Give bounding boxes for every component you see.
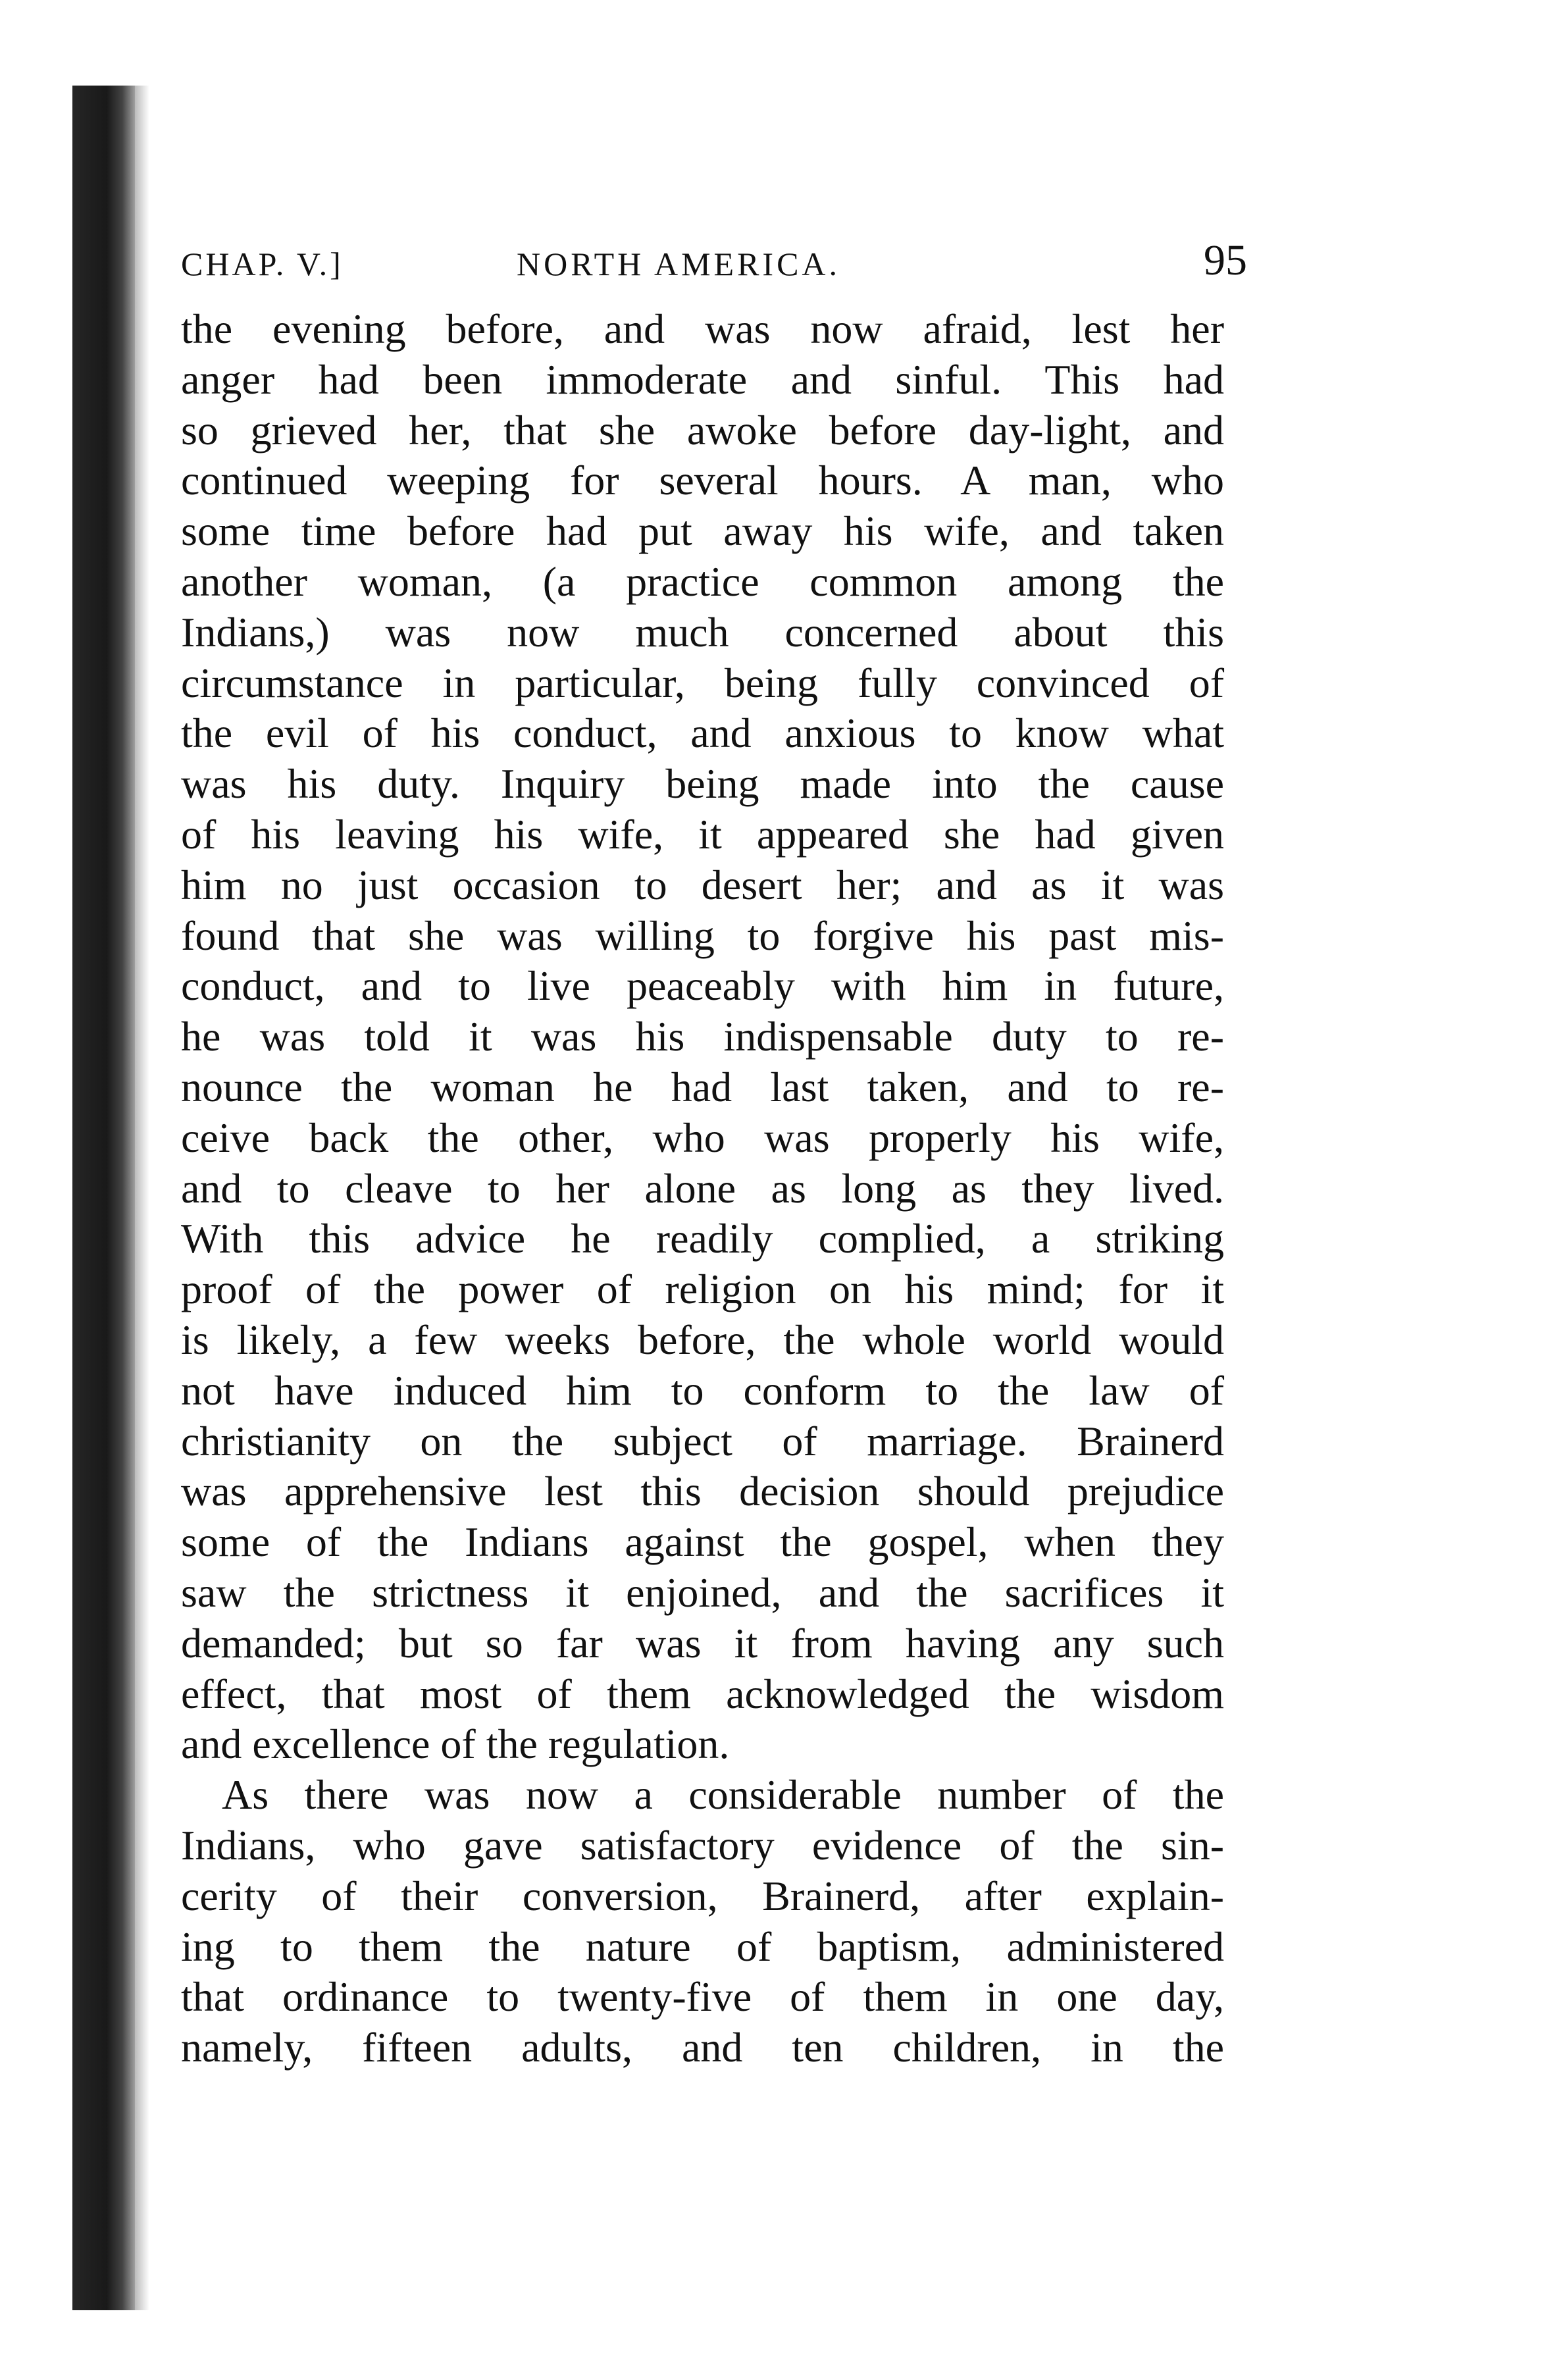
page-binding-shadow — [72, 86, 135, 2310]
text-line: was apprehensive lest this decision should prejudice — [181, 1468, 1224, 1515]
text-line: so grieved her, that she awoke before day-light, and — [181, 406, 1224, 453]
text-line: namely, fifteen adults, and ten children, in the — [181, 2024, 1224, 2071]
text-line: With this advice he readily complied, a striking — [181, 1215, 1224, 1262]
text-line: is likely, a few weeks before, the whole world would — [181, 1316, 1224, 1363]
running-title: NORTH AMERICA. — [517, 246, 841, 282]
text-line: circumstance in particular, being fully convinced of — [181, 659, 1224, 706]
page-number: 95 — [1204, 236, 1247, 284]
text-line: the evening before, and was now afraid, lest her — [181, 305, 1224, 352]
text-line: nounce the woman he had last taken, and to re- — [181, 1063, 1224, 1110]
text-line: Indians, who gave satisfactory evidence of the sin- — [181, 1821, 1224, 1869]
text-line: and to cleave to her alone as long as they lived. — [181, 1164, 1224, 1212]
chapter-label: CHAP. V.] — [181, 246, 344, 282]
text-line: some time before had put away his wife, and taken — [181, 507, 1224, 555]
text-line: of his leaving his wife, it appeared she had given — [181, 810, 1224, 858]
text-line: conduct, and to live peaceably with him in future, — [181, 962, 1224, 1010]
text-line: effect, that most of them acknowledged the wisdom — [181, 1670, 1224, 1717]
text-line: was his duty. Inquiry being made into the cause — [181, 760, 1224, 808]
text-line: christianity on the subject of marriage. Brainerd — [181, 1417, 1224, 1464]
text-line: another woman, (a practice common among the — [181, 557, 1224, 605]
text-line: he was told it was his indispensable duty to re- — [181, 1013, 1224, 1060]
text-line: found that she was willing to forgive his past mis- — [181, 912, 1224, 959]
text-line: proof of the power of religion on his mind; for it — [181, 1266, 1224, 1313]
text-line: saw the strictness it enjoined, and the sacrifices it — [181, 1568, 1224, 1616]
paragraph-first-line: As there was now a considerable number of the — [222, 1771, 1224, 1819]
text-line: anger had been immoderate and sinful. This had — [181, 355, 1224, 403]
text-line: the evil of his conduct, and anxious to know what — [181, 710, 1224, 757]
text-line: Indians,) was now much concerned about this — [181, 608, 1224, 656]
text-line: demanded; but so far was it from having any such — [181, 1619, 1224, 1667]
page-binding-edge — [135, 86, 149, 2310]
text-line: cerity of their conversion, Brainerd, after explain- — [181, 1872, 1224, 1919]
text-line: continued weeping for several hours. A man, who — [181, 457, 1224, 504]
text-line: that ordinance to twenty-five of them in one day, — [181, 1973, 1224, 2021]
running-header — [181, 236, 1247, 301]
text-line: some of the Indians against the gospel, when they — [181, 1518, 1224, 1566]
text-line: not have induced him to conform to the law of — [181, 1366, 1224, 1414]
text-line: ing to them the nature of baptism, administered — [181, 1923, 1224, 1970]
text-line: ceive back the other, who was properly his wife, — [181, 1114, 1224, 1161]
paragraph-last-line: and excellence of the regulation. — [181, 1720, 730, 1768]
text-line: him no just occasion to desert her; and as it was — [181, 861, 1224, 908]
body-text — [181, 304, 1224, 2073]
